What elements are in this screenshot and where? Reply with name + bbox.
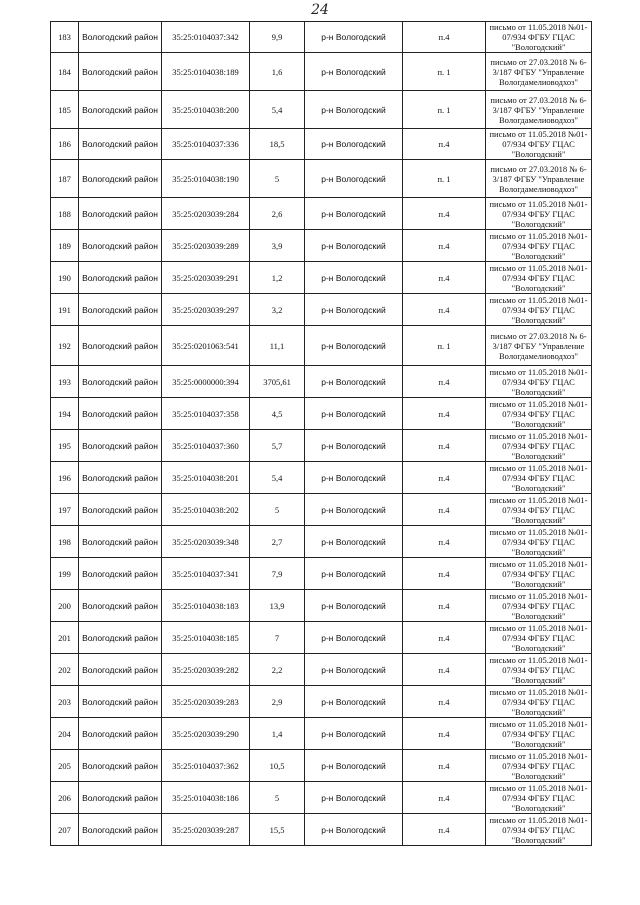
point-cell: п.4 [403,526,486,558]
point-cell: п.4 [403,198,486,230]
row-number: 199 [51,558,79,590]
point-cell: п.4 [403,430,486,462]
point-cell: п.4 [403,558,486,590]
table-row [51,718,592,750]
point-cell: п. 1 [403,160,486,198]
district-cell: Вологодский район [79,430,162,462]
point-cell: п.4 [403,622,486,654]
table-row [51,494,592,526]
point-cell: п.4 [403,398,486,430]
area-cell: 9,9 [250,22,305,53]
locality-cell: р-н Вологодский [305,526,403,558]
cadastral-number-cell: 35:25:0104038:186 [162,782,250,814]
point-cell: п.4 [403,750,486,782]
cadastral-number-cell: 35:25:0104037:336 [162,129,250,160]
area-cell: 5,7 [250,430,305,462]
cadastral-number-cell: 35:25:0104037:358 [162,398,250,430]
cadastral-number-cell: 35:25:0104038:185 [162,622,250,654]
row-number: 183 [51,22,79,53]
point-cell: п.4 [403,814,486,846]
row-number: 205 [51,750,79,782]
district-cell: Вологодский район [79,558,162,590]
district-cell: Вологодский район [79,622,162,654]
point-cell: п.4 [403,590,486,622]
area-cell: 1,6 [250,53,305,91]
basis-cell: письмо от 11.05.2018 №01-07/934 ФГБУ ГЦАС "Вологодский" [486,686,592,718]
cadastral-number-cell: 35:25:0000000:394 [162,366,250,398]
point-cell: п. 1 [403,326,486,366]
row-number: 193 [51,366,79,398]
table-row [51,91,592,129]
basis-cell: письмо от 27.03.2018 № 6-3/187 ФГБУ "Управление Вологдамелиоводхоз" [486,53,592,91]
area-cell: 5 [250,160,305,198]
cadastral-number-cell: 35:25:0104037:342 [162,22,250,53]
row-number: 189 [51,230,79,262]
table-row [51,230,592,262]
row-number: 192 [51,326,79,366]
locality-cell: р-н Вологодский [305,590,403,622]
table-row [51,462,592,494]
basis-cell: письмо от 11.05.2018 №01-07/934 ФГБУ ГЦАС "Вологодский" [486,782,592,814]
cadastral-number-cell: 35:25:0104038:189 [162,53,250,91]
locality-cell: р-н Вологодский [305,326,403,366]
area-cell: 1,2 [250,262,305,294]
district-cell: Вологодский район [79,326,162,366]
page-number: 24 [311,2,329,18]
cadastral-number-cell: 35:25:0203039:291 [162,262,250,294]
cadastral-number-cell: 35:25:0203039:284 [162,198,250,230]
table-row [51,526,592,558]
table-row [51,53,592,91]
district-cell: Вологодский район [79,53,162,91]
district-cell: Вологодский район [79,462,162,494]
basis-cell: письмо от 11.05.2018 №01-07/934 ФГБУ ГЦАС "Вологодский" [486,494,592,526]
table-row [51,22,592,53]
point-cell: п.4 [403,782,486,814]
point-cell: п.4 [403,366,486,398]
locality-cell: р-н Вологодский [305,160,403,198]
row-number: 201 [51,622,79,654]
locality-cell: р-н Вологодский [305,750,403,782]
cadastral-number-cell: 35:25:0104038:183 [162,590,250,622]
locality-cell: р-н Вологодский [305,91,403,129]
row-number: 187 [51,160,79,198]
row-number: 206 [51,782,79,814]
row-number: 184 [51,53,79,91]
point-cell: п.4 [403,686,486,718]
district-cell: Вологодский район [79,590,162,622]
locality-cell: р-н Вологодский [305,366,403,398]
point-cell: п.4 [403,230,486,262]
land-plots-table [50,21,592,846]
table-row [51,198,592,230]
locality-cell: р-н Вологодский [305,686,403,718]
locality-cell: р-н Вологодский [305,22,403,53]
point-cell: п.4 [403,494,486,526]
basis-cell: письмо от 11.05.2018 №01-07/934 ФГБУ ГЦАС "Вологодский" [486,718,592,750]
basis-cell: письмо от 11.05.2018 №01-07/934 ФГБУ ГЦАС "Вологодский" [486,262,592,294]
basis-cell: письмо от 11.05.2018 №01-07/934 ФГБУ ГЦАС "Вологодский" [486,654,592,686]
cadastral-number-cell: 35:25:0104037:362 [162,750,250,782]
point-cell: п.4 [403,262,486,294]
point-cell: п.4 [403,654,486,686]
locality-cell: р-н Вологодский [305,494,403,526]
area-cell: 2,7 [250,526,305,558]
row-number: 185 [51,91,79,129]
district-cell: Вологодский район [79,718,162,750]
area-cell: 2,2 [250,654,305,686]
cadastral-number-cell: 35:25:0203039:282 [162,654,250,686]
locality-cell: р-н Вологодский [305,558,403,590]
district-cell: Вологодский район [79,750,162,782]
district-cell: Вологодский район [79,91,162,129]
row-number: 203 [51,686,79,718]
area-cell: 2,6 [250,198,305,230]
district-cell: Вологодский район [79,366,162,398]
locality-cell: р-н Вологодский [305,398,403,430]
area-cell: 7,9 [250,558,305,590]
area-cell: 13,9 [250,590,305,622]
cadastral-number-cell: 35:25:0203039:283 [162,686,250,718]
cadastral-number-cell: 35:25:0203039:290 [162,718,250,750]
area-cell: 5 [250,494,305,526]
locality-cell: р-н Вологодский [305,622,403,654]
cadastral-number-cell: 35:25:0104037:360 [162,430,250,462]
district-cell: Вологодский район [79,494,162,526]
area-cell: 5 [250,782,305,814]
district-cell: Вологодский район [79,230,162,262]
table-row [51,750,592,782]
district-cell: Вологодский район [79,129,162,160]
row-number: 188 [51,198,79,230]
basis-cell: письмо от 11.05.2018 №01-07/934 ФГБУ ГЦАС "Вологодский" [486,366,592,398]
basis-cell: письмо от 11.05.2018 №01-07/934 ФГБУ ГЦАС "Вологодский" [486,590,592,622]
table-row [51,686,592,718]
point-cell: п. 1 [403,53,486,91]
basis-cell: письмо от 11.05.2018 №01-07/934 ФГБУ ГЦАС "Вологодский" [486,129,592,160]
point-cell: п.4 [403,294,486,326]
row-number: 186 [51,129,79,160]
row-number: 204 [51,718,79,750]
table-row [51,366,592,398]
area-cell: 3,9 [250,230,305,262]
table-row [51,398,592,430]
district-cell: Вологодский район [79,262,162,294]
basis-cell: письмо от 11.05.2018 №01-07/934 ФГБУ ГЦАС "Вологодский" [486,462,592,494]
locality-cell: р-н Вологодский [305,294,403,326]
area-cell: 7 [250,622,305,654]
area-cell: 18,5 [250,129,305,160]
basis-cell: письмо от 11.05.2018 №01-07/934 ФГБУ ГЦАС "Вологодский" [486,22,592,53]
locality-cell: р-н Вологодский [305,782,403,814]
cadastral-number-cell: 35:25:0104038:200 [162,91,250,129]
district-cell: Вологодский район [79,814,162,846]
cadastral-number-cell: 35:25:0201063:541 [162,326,250,366]
area-cell: 15,5 [250,814,305,846]
basis-cell: письмо от 11.05.2018 №01-07/934 ФГБУ ГЦАС "Вологодский" [486,398,592,430]
district-cell: Вологодский район [79,294,162,326]
point-cell: п. 1 [403,91,486,129]
cadastral-number-cell: 35:25:0203039:348 [162,526,250,558]
area-cell: 10,5 [250,750,305,782]
area-cell: 1,4 [250,718,305,750]
basis-cell: письмо от 11.05.2018 №01-07/934 ФГБУ ГЦАС "Вологодский" [486,558,592,590]
row-number: 190 [51,262,79,294]
area-cell: 5,4 [250,462,305,494]
table-body [51,22,592,846]
row-number: 191 [51,294,79,326]
table-row [51,326,592,366]
cadastral-number-cell: 35:25:0203039:297 [162,294,250,326]
locality-cell: р-н Вологодский [305,230,403,262]
row-number: 202 [51,654,79,686]
table-row [51,622,592,654]
locality-cell: р-н Вологодский [305,198,403,230]
area-cell: 3,2 [250,294,305,326]
locality-cell: р-н Вологодский [305,262,403,294]
area-cell: 11,1 [250,326,305,366]
point-cell: п.4 [403,462,486,494]
point-cell: п.4 [403,718,486,750]
table-row [51,294,592,326]
basis-cell: письмо от 27.03.2018 № 6-3/187 ФГБУ "Управление Вологдамелиоводхоз" [486,160,592,198]
point-cell: п.4 [403,129,486,160]
table-row [51,654,592,686]
basis-cell: письмо от 11.05.2018 №01-07/934 ФГБУ ГЦАС "Вологодский" [486,198,592,230]
basis-cell: письмо от 27.03.2018 № 6-3/187 ФГБУ "Управление Вологдамелиоводхоз" [486,326,592,366]
table-row [51,558,592,590]
table-row [51,430,592,462]
table-row [51,262,592,294]
cadastral-number-cell: 35:25:0104038:190 [162,160,250,198]
basis-cell: письмо от 11.05.2018 №01-07/934 ФГБУ ГЦАС "Вологодский" [486,526,592,558]
cadastral-number-cell: 35:25:0104038:201 [162,462,250,494]
area-cell: 5,4 [250,91,305,129]
district-cell: Вологодский район [79,526,162,558]
basis-cell: письмо от 27.03.2018 № 6-3/187 ФГБУ "Управление Вологдамелиоводхоз" [486,91,592,129]
basis-cell: письмо от 11.05.2018 №01-07/934 ФГБУ ГЦАС "Вологодский" [486,750,592,782]
table-row [51,782,592,814]
locality-cell: р-н Вологодский [305,718,403,750]
district-cell: Вологодский район [79,398,162,430]
row-number: 200 [51,590,79,622]
area-cell: 2,9 [250,686,305,718]
basis-cell: письмо от 11.05.2018 №01-07/934 ФГБУ ГЦАС "Вологодский" [486,430,592,462]
district-cell: Вологодский район [79,782,162,814]
locality-cell: р-н Вологодский [305,53,403,91]
row-number: 197 [51,494,79,526]
locality-cell: р-н Вологодский [305,430,403,462]
district-cell: Вологодский район [79,22,162,53]
basis-cell: письмо от 11.05.2018 №01-07/934 ФГБУ ГЦАС "Вологодский" [486,294,592,326]
row-number: 196 [51,462,79,494]
locality-cell: р-н Вологодский [305,814,403,846]
table-row [51,590,592,622]
cadastral-number-cell: 35:25:0104037:341 [162,558,250,590]
locality-cell: р-н Вологодский [305,654,403,686]
point-cell: п.4 [403,22,486,53]
row-number: 198 [51,526,79,558]
district-cell: Вологодский район [79,654,162,686]
district-cell: Вологодский район [79,160,162,198]
row-number: 194 [51,398,79,430]
area-cell: 4,5 [250,398,305,430]
basis-cell: письмо от 11.05.2018 №01-07/934 ФГБУ ГЦАС "Вологодский" [486,814,592,846]
cadastral-number-cell: 35:25:0104038:202 [162,494,250,526]
table-row [51,814,592,846]
row-number: 207 [51,814,79,846]
row-number: 195 [51,430,79,462]
locality-cell: р-н Вологодский [305,129,403,160]
basis-cell: письмо от 11.05.2018 №01-07/934 ФГБУ ГЦАС "Вологодский" [486,622,592,654]
district-cell: Вологодский район [79,686,162,718]
basis-cell: письмо от 11.05.2018 №01-07/934 ФГБУ ГЦАС "Вологодский" [486,230,592,262]
cadastral-number-cell: 35:25:0203039:289 [162,230,250,262]
district-cell: Вологодский район [79,198,162,230]
table-row [51,160,592,198]
area-cell: 3705,61 [250,366,305,398]
cadastral-number-cell: 35:25:0203039:287 [162,814,250,846]
locality-cell: р-н Вологодский [305,462,403,494]
table-row [51,129,592,160]
